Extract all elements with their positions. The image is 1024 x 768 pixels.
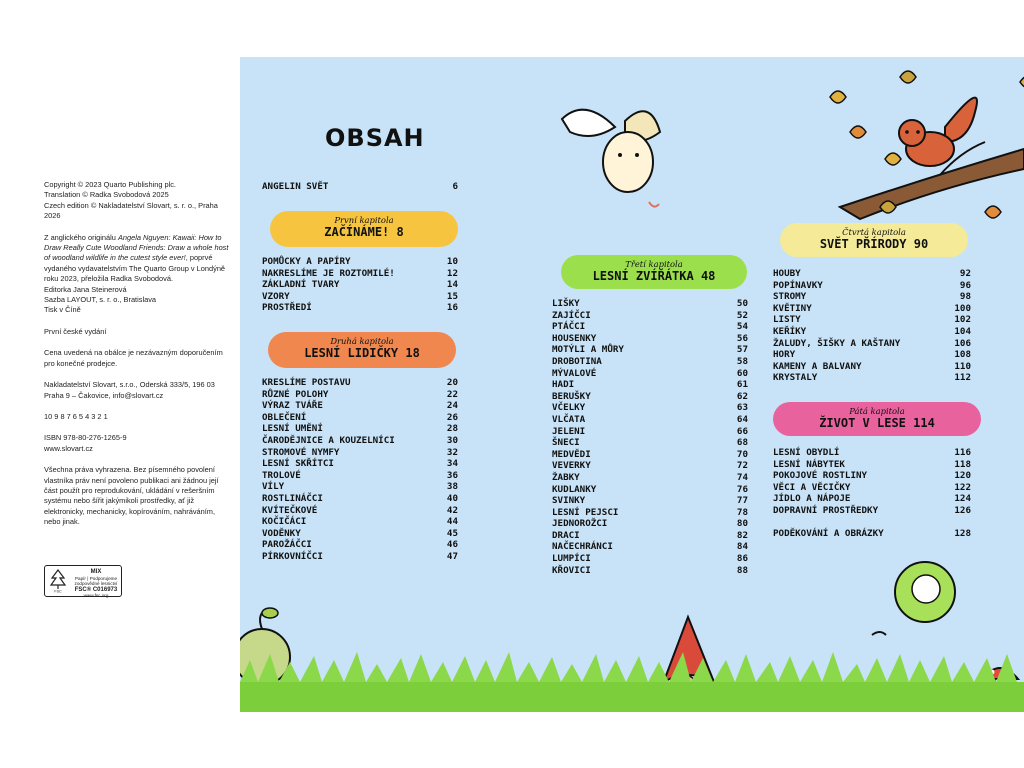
toc-entry[interactable] [552,484,748,496]
toc-entry[interactable] [262,302,458,314]
entry-page: 82 [736,529,748,541]
toc-entry[interactable] [262,539,458,551]
entry-label: JEDNOROŽCI [552,518,608,530]
entry-page: 72 [736,460,748,472]
owl-icon [562,110,660,207]
entry-label: VÍLY [262,481,285,493]
entry-label: KEŘÍKY [773,325,807,337]
entry-label: VÝRAZ TVÁŘE [262,400,323,412]
price-note: Cena uvedená na obálce je nezávazným doporučením pro konečné prodejce. [44,348,223,368]
entry-label: OBLEČENÍ [262,411,307,423]
entry-page: 57 [736,344,748,356]
imprint-column [44,180,229,539]
entry-page: 34 [446,458,458,470]
toc-entry[interactable] [262,470,458,482]
entry-page: 24 [446,400,458,412]
toc-entry[interactable] [773,470,971,482]
entry-page: 78 [736,506,748,518]
toc-entry[interactable] [552,553,748,565]
entry-page: 96 [959,279,971,291]
toc-entry[interactable] [773,291,971,303]
chapter-name: SVĚT PŘÍRODY 90 [819,237,929,251]
entry-label: MOTÝLI A MŮRY [552,344,624,356]
toc-acknowledgements [773,528,971,540]
entry-label: RŮZNÉ POLOHY [262,388,329,400]
grass-strip [240,652,1024,712]
entry-label: NAKRESLÍME JE ROZTOMILÉ! [262,267,395,279]
toc-entry[interactable] [262,412,458,424]
toc-chapter-1 [262,256,458,314]
entry-label: SVINKY [552,495,586,507]
entry-page: 92 [959,268,971,279]
entry-page: 44 [446,516,458,528]
toc-entry[interactable] [262,505,458,517]
entry-page: 66 [736,425,748,437]
entry-page: 10 [446,256,458,267]
entry-page: 56 [736,332,748,344]
entry-page: 120 [954,470,971,482]
copyright-line: Copyright © 2023 Quarto Publishing plc. [44,180,176,189]
entry-page: 61 [736,379,748,391]
entry-label: LESNÍ NÁBYTEK [773,458,845,470]
isbn-block [44,433,229,454]
entry-page: 32 [446,446,458,458]
entry-label: LESNÍ SKŘÍTCI [262,458,334,470]
entry-page: 86 [736,553,748,565]
entry-page: 104 [954,325,971,337]
toc-entry[interactable] [552,344,748,356]
entry-page: 116 [954,447,971,458]
entry-label: TROLOVÉ [262,469,301,481]
toc-entry[interactable] [773,338,971,350]
fsc-logo [44,565,122,597]
entry-page: 63 [736,402,748,414]
entry-page: 58 [736,355,748,367]
entry-label: JÍDLO A NÁPOJE [773,493,851,505]
toc-entry[interactable] [262,481,458,493]
toc-chapter-2 [262,377,458,563]
toc-entry[interactable] [262,268,458,280]
entry-label: ROSTLINÁČCI [262,492,323,504]
entry-label: MEDVĚDI [552,448,591,460]
toc-chapter-4 [773,268,971,384]
entry-page: 26 [446,411,458,423]
toc-entry[interactable] [262,458,458,470]
toc-entry[interactable] [552,449,748,461]
toc-entry[interactable] [552,356,748,368]
entry-label: ZÁKLADNÍ TVARY [262,279,340,291]
entry-label: VZORY [262,290,290,302]
entry-label: LUMPÍCI [552,553,591,565]
typesetting-line: Sazba LAYOUT, s. r. o., Bratislava [44,295,156,305]
entry-page: 122 [954,481,971,493]
entry-label: PODĚKOVÁNÍ A OBRÁZKY [773,528,884,539]
entry-page: 60 [736,367,748,379]
toc-entry[interactable] [773,372,971,384]
entry-label: VODĚNKY [262,527,301,539]
entry-label: VČELKY [552,402,586,414]
entry-label: ČARODĚJNICE A KOUZELNÍCI [262,434,395,446]
entry-label: HOUSENKY [552,332,597,344]
toc-entry[interactable] [262,377,458,389]
entry-label: STROMY [773,291,807,303]
entry-label: KVÍTEČKOVÉ [262,504,318,516]
entry-page: 22 [446,388,458,400]
entry-page: 16 [446,302,458,314]
printed-line: Tisk v Číně [44,305,81,315]
toc-entry[interactable] [262,528,458,540]
entry-label: KUDLANKY [552,483,597,495]
toc-entry[interactable] [552,391,748,403]
entry-page: 126 [954,504,971,516]
imprint-original [44,233,229,316]
entry-page: 110 [954,360,971,372]
entry-label: KRYSTALY [773,372,818,384]
toc-entry[interactable] [262,551,458,563]
isbn: ISBN 978-80-276-1265-9 [44,433,127,443]
entry-page: 52 [736,309,748,321]
entry-label: KVĚTINY [773,302,812,314]
fsc-mix: MIX [90,569,102,575]
entry-label: PÍRKOVNÍČCI [262,550,323,562]
chapter-kicker: První kapitola [334,215,394,225]
entry-label: PROSTŘEDÍ [262,302,312,314]
entry-page: 54 [736,321,748,333]
fsc-site: www.fsc.org [83,593,109,599]
toc-entry[interactable] [262,423,458,435]
entry-label: LIŠKY [552,298,580,309]
squirrel-icon [899,98,977,166]
toc-entry[interactable] [773,447,971,459]
toc-entry[interactable] [552,541,748,553]
entry-page: 46 [446,539,458,551]
toc-entry[interactable] [552,437,748,449]
chapter-kicker: Pátá kapitola [849,406,905,416]
entry-page: 88 [736,564,748,576]
editor-line: Editorka Jana Steinerová [44,284,127,294]
entry-page: 100 [954,302,971,314]
chapter-kicker: Čtvrtá kapitola [842,227,906,237]
toc-entry[interactable] [552,507,748,519]
chapter-pill-3 [561,255,747,289]
entry-page: 118 [954,458,971,470]
toc-entry[interactable] [262,516,458,528]
entry-page: 128 [954,528,971,539]
toc-entry[interactable] [552,414,748,426]
entry-page: 30 [446,434,458,446]
original-suffix: , poprvé vydaného vydavatelstvím The Quarto Group v Londýně roku 2023, přeložila Radka Svobodová. [44,253,226,284]
entry-label: ŽALUDY, ŠIŠKY A KAŠTANY [773,337,901,349]
entry-page: 84 [736,541,748,553]
entry-label: KRESLÍME POSTAVU [262,377,351,388]
first-edition: První české vydání [44,326,107,336]
entry-page: 80 [736,518,748,530]
chapter-pill-2 [268,332,456,368]
entry-label: BERUŠKY [552,390,591,402]
chapter-pill-5 [773,402,981,436]
toc-entry[interactable] [552,298,748,310]
chapter-name: LESNÍ ZVÍŘÁTKA 48 [592,269,716,283]
entry-page: 106 [954,337,971,349]
entry-label: KAMENY A BALVANY [773,360,862,372]
entry-label: VLČATA [552,413,586,425]
entry-label: LESNÍ PEJSCI [552,506,619,518]
entry-page: 40 [446,492,458,504]
entry-page: 6 [452,181,458,192]
toc-entry[interactable] [552,530,748,542]
toc-entry[interactable] [552,426,748,438]
entry-label: NAČECHRÁNCI [552,541,613,553]
entry-page: 15 [446,290,458,302]
toc-entry[interactable] [773,493,971,505]
toc-entry[interactable] [773,314,971,326]
entry-label: ZAJÍČCI [552,309,591,321]
entry-label: POKOJOVÉ ROSTLINY [773,470,868,482]
entry-page: 45 [446,527,458,539]
entry-label: DRACI [552,529,580,541]
chapter-name: ŽIVOT V LESE 114 [819,416,935,430]
toc-entry[interactable] [262,400,458,412]
toc-intro [262,181,458,193]
original-prefix: Z anglického originálu [44,232,118,242]
fsc-label: FSC [54,589,62,594]
entry-page: 14 [446,279,458,291]
original-title: Angela Nguyen: Kawaii: How to Draw Really Cute Woodland Friends: Draw a whole host of woodland wildlife in the cutest style ever! [44,232,229,263]
entry-page: 112 [954,372,971,384]
toc-chapter-3 [552,298,748,576]
toc-entry[interactable] [552,518,748,530]
entry-label: POMŮCKY A PAPÍRY [262,256,351,267]
entry-page: 70 [736,448,748,460]
toc-entry[interactable] [552,565,748,577]
toc-entry[interactable] [262,256,458,268]
entry-label: PTÁČCI [552,321,586,333]
chapter-pill-1 [270,211,458,247]
chapter-name: ZAČÍNÁME! 8 [324,225,404,239]
publisher-address: Nakladatelství Slovart, s.r.o., Oderská 333/5, 196 03 Praha 9 – Čakovice, info@slovart.cz [44,380,215,400]
toc-entry[interactable] [552,310,748,322]
entry-label: ŽABKY [552,471,580,483]
entry-label: MÝVALOVÉ [552,367,597,379]
entry-label: DROBOTINA [552,355,602,367]
toc-entry[interactable] [773,361,971,373]
print-numbers: 10 9 8 7 6 5 4 3 2 1 [44,411,108,421]
toc-entry[interactable] [262,291,458,303]
fsc-code: FSC® C016973 [74,586,118,593]
toc-chapter-5 [773,447,971,517]
toc-entry[interactable] [262,389,458,401]
entry-label: HORY [773,349,796,361]
entry-page: 62 [736,390,748,402]
chapter-pill-4 [780,223,968,257]
entry-page: 12 [446,267,458,279]
toc-entry[interactable] [552,368,748,380]
entry-page: 102 [954,314,971,326]
toc-entry[interactable] [262,447,458,459]
chapter-kicker: Druhá kapitola [330,336,394,346]
entry-label: JELENI [552,425,586,437]
fsc-tree-icon [48,568,68,594]
toc-entry[interactable] [552,460,748,472]
rights-notice: Všechna práva vyhrazena. Bez písemného povolení vlastníka práv není povoleno publikaci ani žádnou její část použít pro reprodukování, ukládání v rešeršním systému nebo šířit jakýmikoli prostředky, ať již elektronicky, mechanicky, kopírováním, nahráváním, nebo jinak. [44,465,219,527]
entry-page: 124 [954,493,971,505]
jumper-icon [872,562,955,635]
entry-label: VEVERKY [552,460,591,472]
toc-entry[interactable] [773,482,971,494]
entry-page: 74 [736,471,748,483]
toc-entry[interactable] [773,326,971,338]
entry-label: VĚCI A VĚCIČKY [773,481,851,493]
entry-page: 28 [446,423,458,435]
toc-entry[interactable] [773,349,971,361]
entry-page: 42 [446,504,458,516]
entry-label: LESNÍ UMĚNÍ [262,423,323,435]
fsc-text [71,569,121,599]
entry-label: PAROŽÁČCI [262,539,312,551]
entry-page: 68 [736,437,748,449]
entry-page: 108 [954,349,971,361]
edition-line: Czech edition © Nakladatelství Slovart, s. r. o., Praha 2026 [44,200,218,221]
toc-entry[interactable] [262,435,458,447]
entry-label: DOPRAVNÍ PROSTŘEDKY [773,504,879,516]
entry-label: STROMOVÉ NYMFY [262,446,340,458]
toc-entry[interactable] [552,495,748,507]
chapter-kicker: Třetí kapitola [625,259,683,269]
chapter-name: LESNÍ LIDIČKY 18 [304,346,420,360]
toc-entry[interactable] [262,181,458,193]
toc-entry[interactable] [552,333,748,345]
entry-label: KOČIČÁCI [262,516,307,528]
entry-page: 77 [736,495,748,507]
imprint-credits [44,180,229,222]
website: www.slovart.cz [44,443,93,453]
toc-entry[interactable] [773,459,971,471]
toc-entry[interactable] [773,505,971,517]
toc-entry[interactable] [552,402,748,414]
entry-page: 36 [446,469,458,481]
entry-page: 76 [736,483,748,495]
toc-entry[interactable] [262,279,458,291]
toc-entry[interactable] [773,268,971,280]
toc-entry[interactable] [262,493,458,505]
toc-entry[interactable] [552,472,748,484]
entry-label: ŠNECI [552,437,580,449]
toc-entry[interactable] [552,321,748,333]
entry-page: 64 [736,413,748,425]
entry-page: 38 [446,481,458,493]
entry-page: 50 [736,298,748,309]
toc-entry[interactable] [552,379,748,391]
entry-label: ANGELIN SVĚT [262,181,329,192]
toc-entry[interactable] [773,280,971,292]
entry-label: POPÍNAVKY [773,279,823,291]
toc-entry[interactable] [773,528,971,540]
translation-line: Translation © Radka Svobodová 2025 [44,190,169,200]
entry-page: 98 [959,291,971,303]
entry-page: 20 [446,377,458,388]
toc-entry[interactable] [773,303,971,315]
entry-label: KŘOVICI [552,564,591,576]
entry-label: HOUBY [773,268,801,279]
entry-label: LESNÍ OBYDLÍ [773,447,840,458]
fsc-paper: Papír | Podporujeme zodpovědné lesnictví [74,575,118,587]
entry-label: LISTY [773,314,801,326]
entry-label: HADI [552,379,575,391]
entry-page: 47 [446,550,458,562]
page-title: OBSAH [325,124,425,152]
